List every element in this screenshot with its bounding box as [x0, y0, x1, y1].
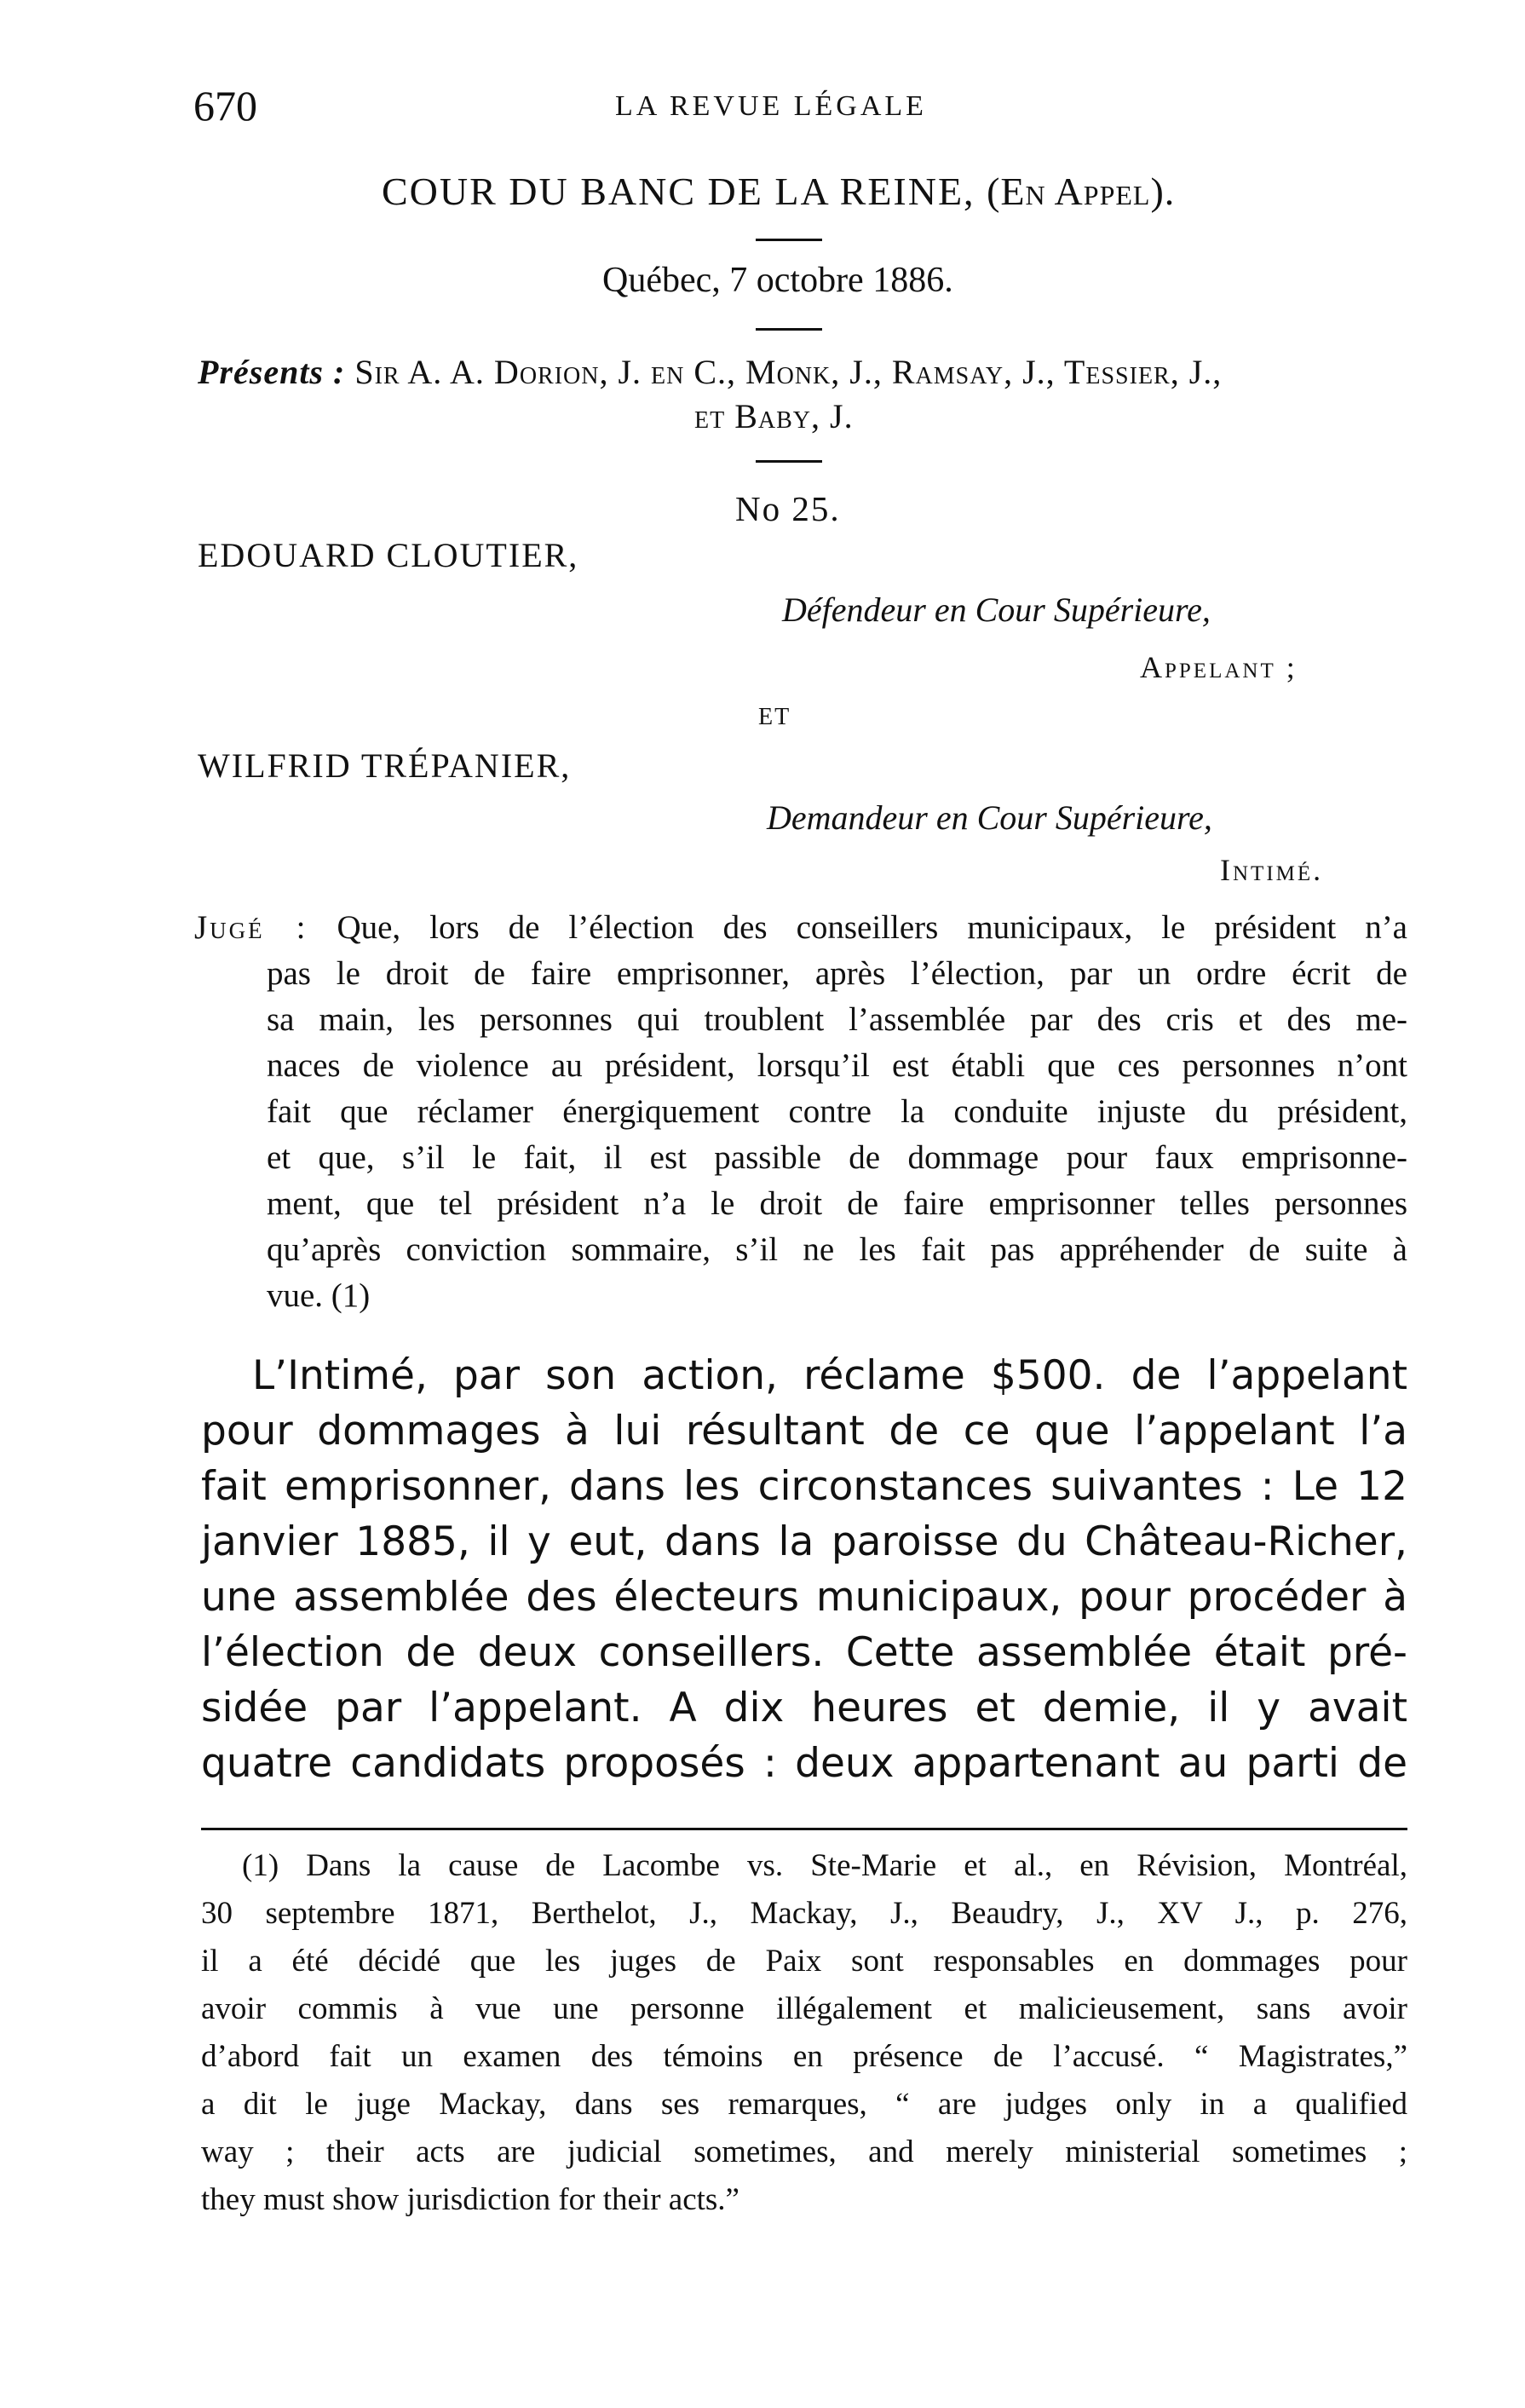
holding-line: ment, que tel président n’a le droit de faire emprisonner telles personnes	[267, 1185, 1407, 1222]
bench-judges: Sir A. A. Dorion, J. en C., Monk, J., Ramsay, J., Tessier, J.,	[354, 353, 1223, 391]
holding-line: sa main, les personnes qui troublent l’assemblée par des cris et des me-	[267, 1001, 1407, 1038]
bench-line-2: et Baby, J.	[694, 397, 854, 435]
appellant-role: Défendeur en Cour Supérieure,	[782, 590, 1211, 629]
holding-line: naces de violence au président, lorsqu’il est établi que ces personnes n’ont	[267, 1047, 1407, 1084]
holding-line: et que, s’il le fait, il est passible de dommage pour faux emprisonne-	[267, 1139, 1407, 1176]
respondent-role: Demandeur en Cour Supérieure,	[767, 798, 1212, 837]
footnote-line: 30 septembre 1871, Berthelot, J., Mackay, J., Beaudry, J., XV J., p. 276,	[201, 1896, 1407, 1931]
body-line: sidée par l’appelant. A dix heures et demie, il y avait	[201, 1685, 1407, 1731]
court-title	[382, 169, 1175, 214]
running-title: LA REVUE LÉGALE	[615, 90, 927, 122]
body-paragraph	[201, 1348, 1407, 1791]
holding-line	[194, 905, 1407, 951]
divider	[756, 460, 822, 463]
court-appeal: (En Appel).	[987, 170, 1176, 213]
holding-line: qu’après conviction sommaire, s’il ne les fait pas appréhender de suite à	[267, 1231, 1407, 1268]
bench-label: Présents :	[198, 353, 346, 391]
footnote-line: il a été décidé que les juges de Paix sont responsables en dommages pour	[201, 1944, 1407, 1979]
body-line: l’élection de deux conseillers. Cette assemblée était pré-	[201, 1629, 1407, 1676]
divider	[756, 239, 822, 241]
case-number: No 25.	[735, 489, 841, 528]
respondent-name: WILFRID TRÉPANIER,	[198, 746, 572, 785]
holding-line-text: Que, lors de l’élection des conseillers municipaux, le président n’a	[337, 909, 1407, 946]
body-line: pour dommages à lui résultant de ce que l’appelant l’a	[201, 1408, 1407, 1455]
footnote	[201, 1842, 1407, 2224]
decision-date: Québec, 7 octobre 1886.	[602, 261, 953, 300]
footnote-line: avoir commis à vue une personne illégalement et malicieusement, sans avoir	[201, 1991, 1407, 2026]
body-line: fait emprisonner, dans les circonstances suivantes : Le 12	[201, 1463, 1407, 1510]
appellant-status: Appelant ;	[1140, 650, 1298, 684]
holding-line: pas le droit de faire emprisonner, après l’élection, par un ordre écrit de	[267, 955, 1407, 992]
holding-label: Jugé :	[194, 909, 308, 946]
bench-line-1	[198, 352, 1222, 392]
footnote-line: a dit le juge Mackay, dans ses remarques, “ are judges only in a qualified	[201, 2087, 1407, 2122]
body-line: une assemblée des électeurs municipaux, pour procéder à	[201, 1574, 1407, 1621]
body-line: L’Intimé, par son action, réclame $500. de l’appelant	[252, 1352, 1407, 1399]
footnote-divider	[201, 1828, 1407, 1830]
appellant-name: EDOUARD CLOUTIER,	[198, 536, 579, 574]
body-line: janvier 1885, il y eut, dans la paroisse du Château-Richer,	[201, 1518, 1407, 1565]
footnote-line: way ; their acts are judicial sometimes, and merely ministerial sometimes ;	[201, 2134, 1407, 2169]
holding-paragraph	[194, 905, 1407, 1319]
holding-line: vue. (1)	[267, 1277, 371, 1314]
holding-line: fait que réclamer énergiquement contre la conduite injuste du président,	[267, 1093, 1407, 1130]
footnote-line: d’abord fait un examen des témoins en présence de l’accusé. “ Magistrates,”	[201, 2039, 1407, 2074]
party-conjunction: ET	[758, 704, 791, 730]
footnote-line: (1) Dans la cause de Lacombe vs. Ste-Marie et al., en Révision, Montréal,	[242, 1848, 1407, 1883]
respondent-status: Intimé.	[1220, 853, 1324, 887]
footnote-line: they must show jurisdiction for their acts.”	[201, 2182, 739, 2217]
page-number: 670	[193, 82, 257, 130]
divider	[756, 328, 822, 331]
body-line: quatre candidats proposés : deux appartenant au parti de	[201, 1740, 1407, 1787]
court-name: COUR DU BANC DE LA REINE,	[382, 170, 975, 213]
